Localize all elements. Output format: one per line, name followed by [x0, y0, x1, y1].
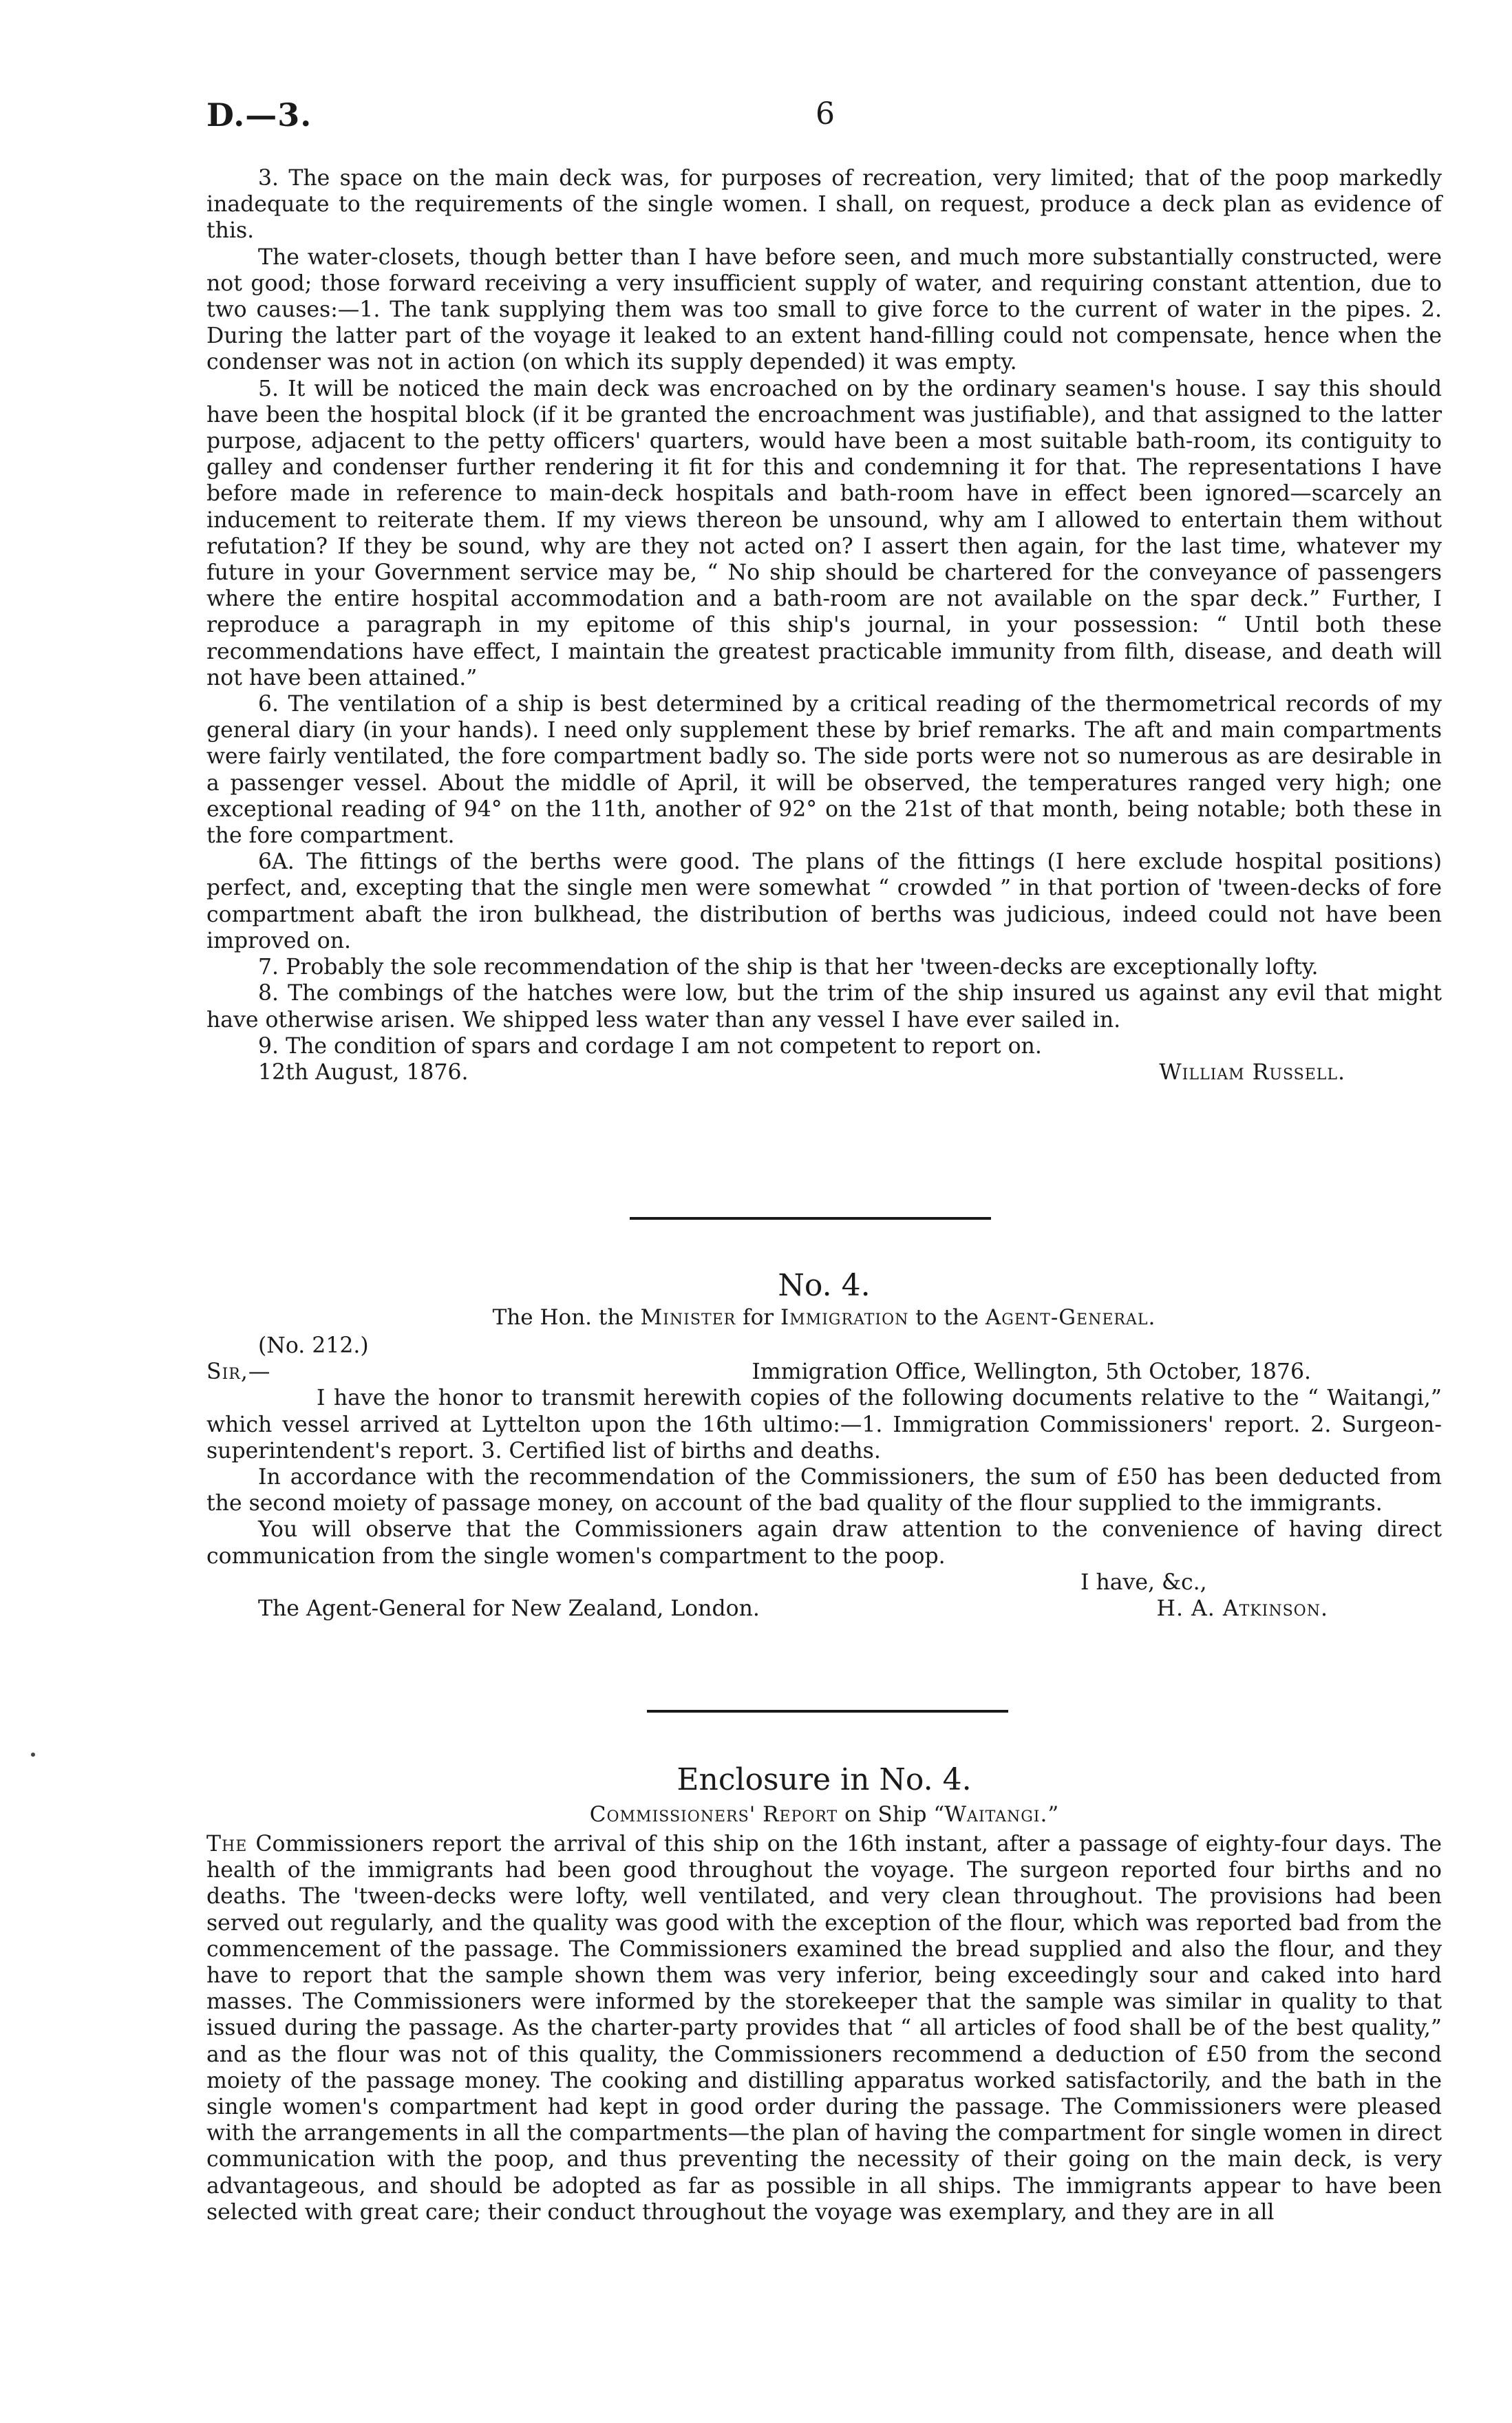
- letter-heading: No. 4.: [778, 1268, 871, 1303]
- paragraph-6: 6. The ventilation of a ship is best determined by a critical reading of the thermometrical records of my general diary (in your hands). I need only supplement these by brief remarks. The aft and main compartments were fairly ventilated, the fore compartment badly so. The side ports were not so numerous as are desirable in a passenger vessel. About the middle of April, it will be observed, the temperatures ranged very high; one exceptional reading of 94° on the 11th, another of 92° on the 21st of that month, being notable; both these in the fore compartment.: [206, 692, 1442, 849]
- enclosure-subheading: Commissioners' Report on Ship “Waitangi.”: [589, 1802, 1059, 1827]
- letter-body: [206, 1333, 1442, 1622]
- commissioners-report-text: [206, 1831, 1442, 2225]
- paragraph-6a: 6A. The fittings of the berths were good. The plans of the fittings (I here exclude hospital positions) perfect, and, excepting that the single men were somewhat “ crowded ” in that portion of 'tween-decks of fore compartment abaft the iron bulkhead, the distribution of berths was judicious, indeed could not have been improved on.: [206, 849, 1442, 953]
- report-date: 12th August, 1876.: [258, 1059, 469, 1085]
- commissioners-report: [206, 1831, 1442, 2225]
- enclosure-heading: Enclosure in No. 4.: [677, 1762, 972, 1797]
- report-body: Commissioners report the arrival of this ship on the 16th instant, after a passage of eighty-four days. The health of the immigrants had been good throughout the voyage. The surgeon reported four births and no deaths. The 'tween-decks were lofty, well ventilated, and very clean throughout. The provisions had been served out regularly, and the quality was good with the exception of the flour, which was reported bad from the commencement of the passage. The Commissioners examined the bread supplied and also the flour, and they have to report that the sample shown them was very inferior, being exceedingly sour and caked into hard masses. The Commissioners were informed by the storekeeper that the sample was similar in quality to that issued during the passage. As the charter-party provides that “ all articles of food shall be of the best quality,” and as the flour was not of this quality, the Commissioners recommend a deduction of £50 from the second moiety of the passage money. The cooking and distilling apparatus worked satisfactorily, and the bath in the single women's compartment had kept in good order during the passage. The Commissioners were pleased with the arrangements in all the compartments—the plan of having the compartment for single women in direct communication with the poop, and thus preventing the necessity of their going on the main deck, is very advantageous, and should be adopted as far as possible in all ships. The immigrants appear to have been selected with great care; their conduct throughout the voyage was exemplary, and they are in all: [206, 1832, 1442, 2225]
- section-divider: [630, 1217, 991, 1220]
- page-number: 6: [816, 96, 835, 131]
- report-lead-word: The: [206, 1832, 248, 1856]
- margin-mark: [31, 1753, 35, 1757]
- paragraph-3: 3. The space on the main deck was, for purposes of recreation, very limited; that of the poop markedly inadequate to the requirements of the single women. I shall, on request, produce a deck plan as evidence of this.: [206, 166, 1442, 244]
- report-signature: William Russell.: [1159, 1059, 1345, 1085]
- addressee: The Agent-General for New Zealand, London.: [258, 1596, 760, 1622]
- paragraph-8: 8. The combings of the hatches were low, but the trim of the ship insured us against any evil that might have otherwise arisen. We shipped less water than any vessel I have ever sailed in.: [206, 981, 1442, 1033]
- letter-paragraph-2: In accordance with the recommendation of the Commissioners, the sum of £50 has been deducted from the second moiety of passage money, on account of the bad quality of the flour supplied to the immigrants.: [206, 1465, 1442, 1516]
- place-and-date: Immigration Office, Wellington, 5th October, 1876.: [752, 1359, 1311, 1385]
- paragraph-9: 9. The condition of spars and cordage I am not competent to report on.: [258, 1033, 1042, 1059]
- surgeon-report-section: [206, 165, 1442, 1086]
- signature-row: [206, 1059, 1442, 1086]
- section-divider-2: [647, 1710, 1008, 1713]
- letter-paragraph-3: You will observe that the Commissioners again draw attention to the convenience of having direct communication from the single women's compartment to the poop.: [206, 1517, 1442, 1569]
- letter-closing: I have, &c.,: [1080, 1569, 1207, 1595]
- letter-signature: H. A. Atkinson.: [1156, 1596, 1328, 1622]
- letter-reference: (No. 212.): [258, 1333, 369, 1358]
- document-reference: D.—3.: [206, 96, 312, 134]
- paragraph-water-closets: The water-closets, though better than I have before seen, and much more substantially constructed, were not good; those forward receiving a very insufficient supply of water, and requiring constant attention, due to two causes:—1. The tank supplying them was too small to give force to the current of water in the pipes. 2. During the latter part of the voyage it leaked to an extent hand-filling could not compensate, hence when the condenser was not in action (on which its supply depended) it was empty.: [206, 244, 1442, 375]
- letter-subheading: The Hon. the Minister for Immigration to the Agent-General.: [492, 1305, 1156, 1330]
- letter-paragraph-1: I have the honor to transmit herewith copies of the following documents relative to the “ Waitangi,” which vessel arrived at Lyttelton upon the 16th ultimo:—1. Immigration Commissioners' report. 2. Surgeon-superintendent's report. 3. Certified list of births and deaths.: [206, 1386, 1442, 1463]
- letter-signature-row: [206, 1596, 1442, 1622]
- letter-salutation-row: [206, 1359, 1442, 1385]
- paragraph-5: 5. It will be noticed the main deck was encroached on by the ordinary seamen's house. I say this should have been the hospital block (if it be granted the encroachment was justifiable), and that assigned to the latter purpose, adjacent to the petty officers' quarters, would have been a most suitable bath-room, its contiguity to galley and condenser further rendering it fit for this and condemning it for that. The representations I have before made in reference to main-deck hospitals and bath-room have in effect been ignored—scarcely an inducement to reiterate them. If my views thereon be unsound, why am I allowed to entertain them without refutation? If they be sound, why are they not acted on? I assert then again, for the last time, whatever my future in your Government service may be, “ No ship should be chartered for the conveyance of passengers where the entire hospital accommodation and a bath-room are not available on the spar deck.” Further, I reproduce a paragraph in my epitome of this ship's journal, in your possession: “ Until both these recommendations have effect, I maintain the greatest practicable immunity from filth, disease, and death will not have been attained.”: [206, 376, 1442, 690]
- salutation: Sir,—: [206, 1359, 271, 1385]
- paragraph-7: 7. Probably the sole recommendation of the ship is that her 'tween-decks are exceptionally lofty.: [258, 955, 1319, 980]
